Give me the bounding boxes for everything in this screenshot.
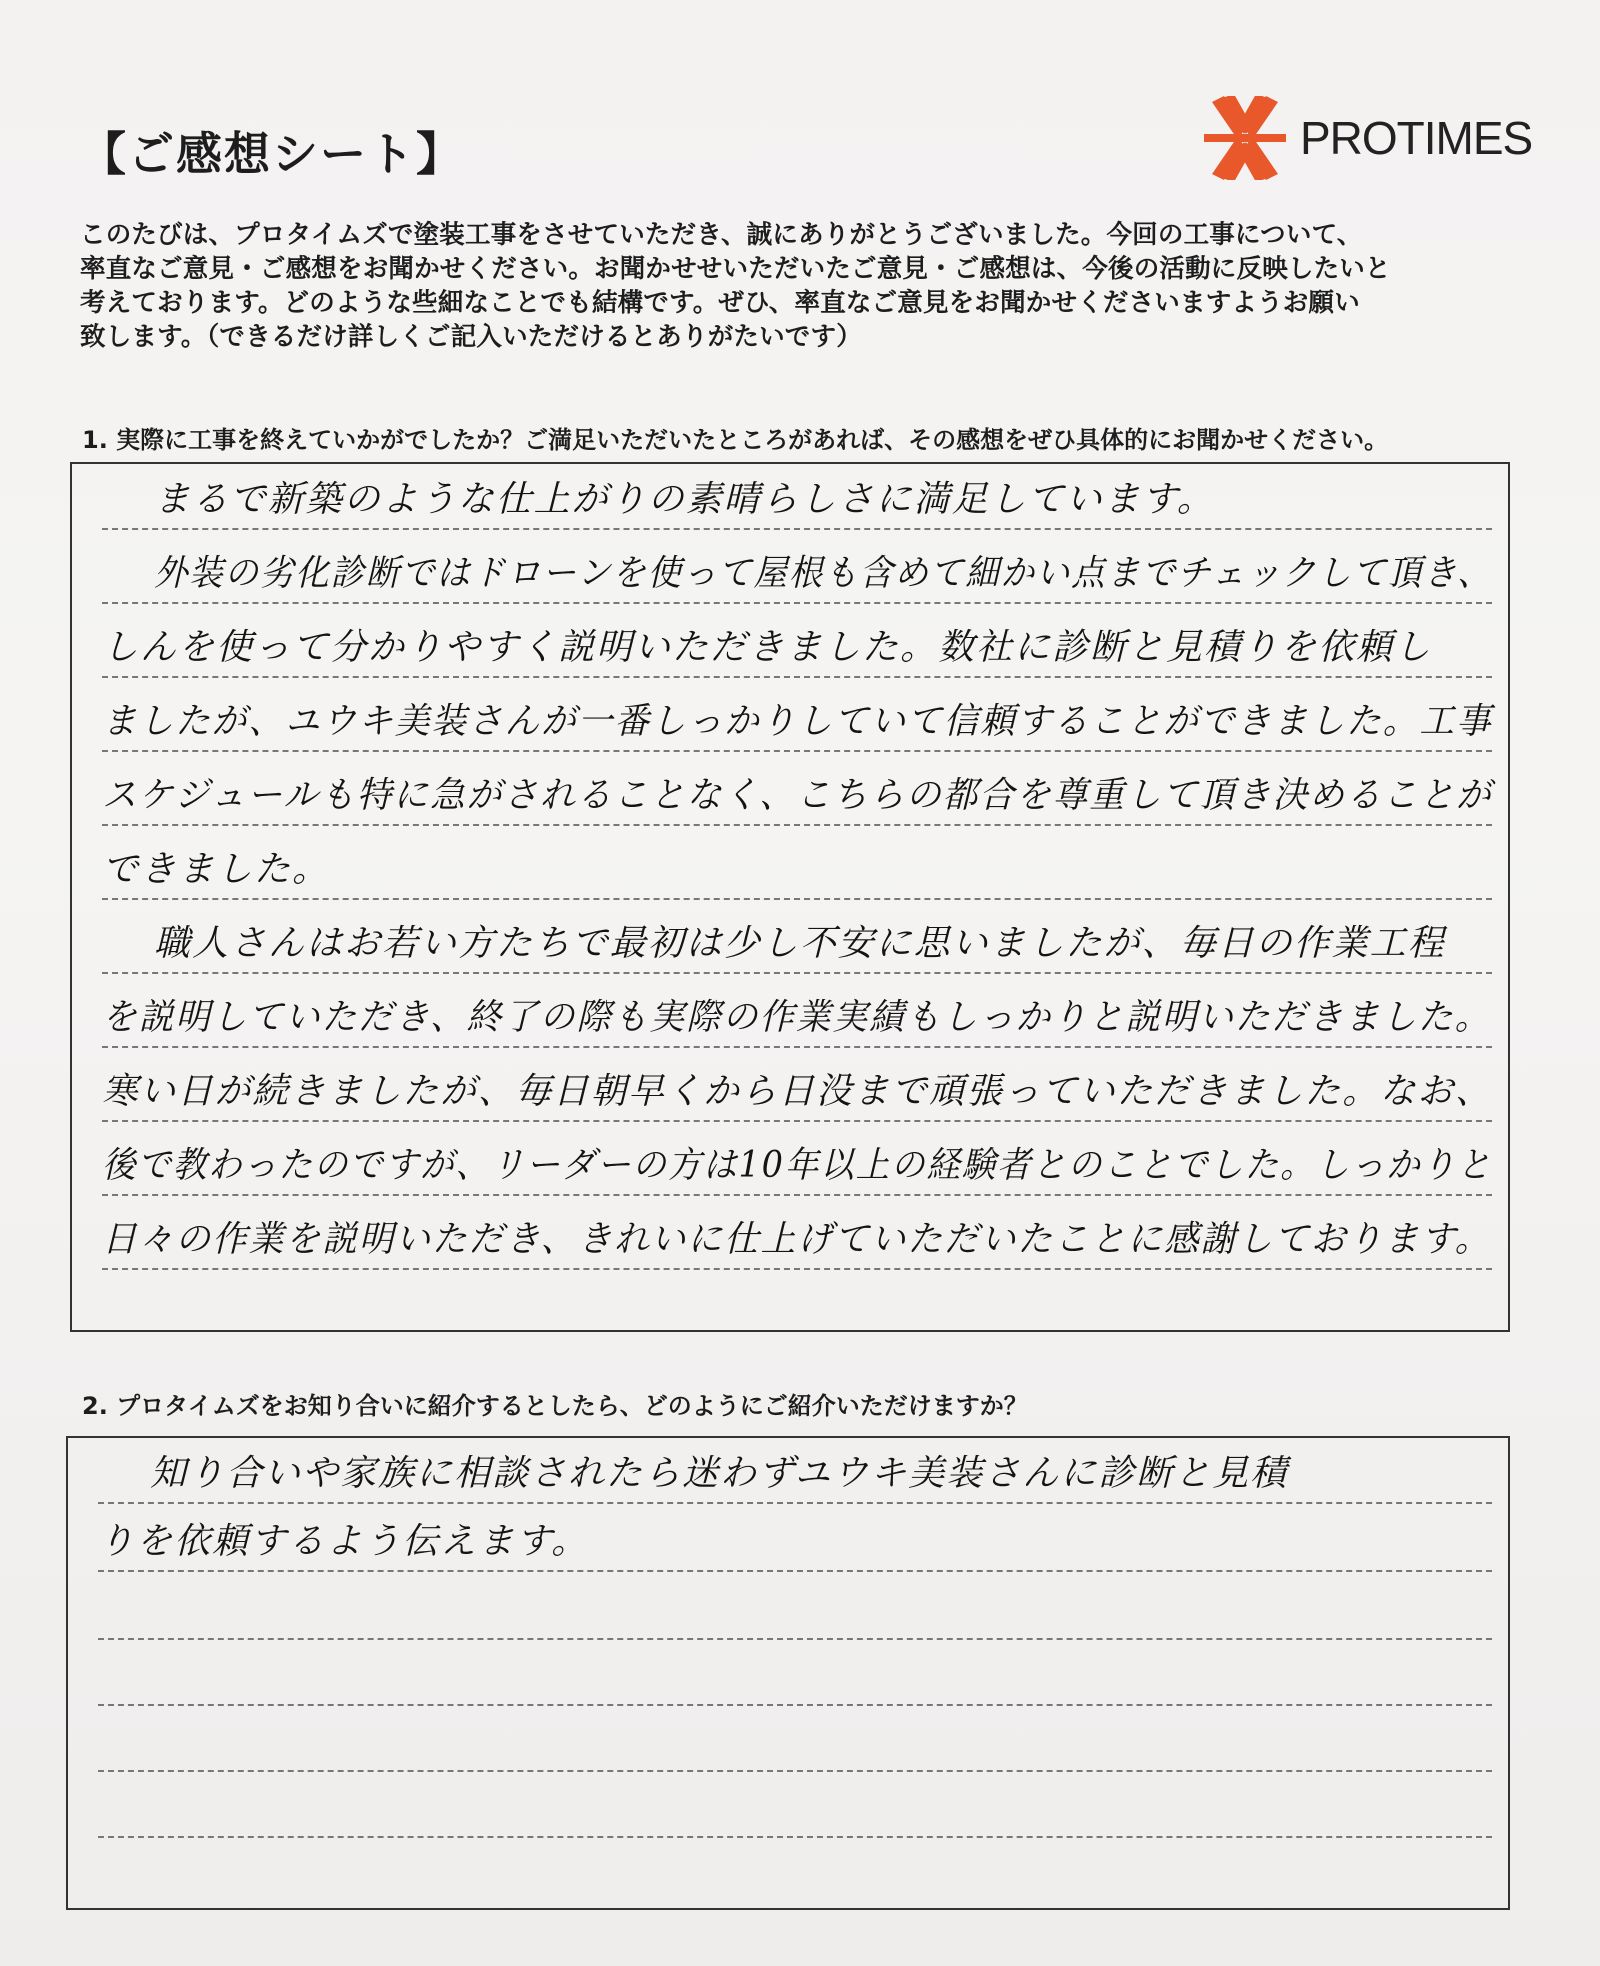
handwritten-text: しんを使って分かりやすく説明いただきました。数社に診断と見積りを依頼し [102, 627, 1433, 668]
answer-line [102, 982, 1492, 1048]
answer-line [98, 1772, 1492, 1838]
handwritten-text: 知り合いや家族に相談されたら迷わずユウキ美装さんに診断と見積 [150, 1453, 1289, 1494]
intro-text: このたびは、プロタイムズで塗装工事をさせていただき、誠にありがとうございました。今回の工事について、 率直なご意見・ご感想をお聞かせください。お聞かせせいただいたご意見・ご感想は、今後の活動に反映したいと 考えております。どのような些細なことでも結構です。ぜひ、率直なご意見をお聞かせくださいますようお願い 致します。（できるだけ詳しくご記入いただけるとありがたいです） [80, 220, 1391, 352]
handwritten-text: 職人さんはお若い方たちで最初は少し不安に思いましたが、毎日の作業工程 [154, 923, 1446, 964]
handwritten-text: スケジュールも特に急がされることなく、こちらの都合を尊重して頂き決めることが [102, 775, 1493, 816]
handwritten-text: ましたが、ユウキ美装さんが一番しっかりしていて信頼することができました。工事 [102, 701, 1493, 742]
handwritten-text: りを依頼するよう伝えます。 [98, 1521, 590, 1562]
protimes-logo-icon [1200, 96, 1290, 180]
page-title: 【ご感想シート】 [80, 127, 464, 181]
handwritten-text: 外装の劣化診断ではドローンを使って屋根も含めて細かい点までチェックして頂き、 [154, 553, 1493, 594]
answer-line [102, 538, 1492, 604]
handwritten-text: 寒い日が続きましたが、毎日朝早くから日没まで頑張っていただきました。なお、 [102, 1071, 1493, 1112]
handwritten-text: を説明していただき、終了の際も実際の作業実績もしっかりと説明いただきました。 [102, 997, 1492, 1038]
answer-line [102, 760, 1492, 826]
answer-box-1 [70, 462, 1510, 1332]
answer-line [102, 464, 1492, 530]
answer-line [98, 1506, 1492, 1572]
brand-logo [1200, 96, 1532, 180]
answer-line [102, 1204, 1492, 1270]
answer-line [98, 1574, 1492, 1640]
answer-line [98, 1706, 1492, 1772]
question-1-label: 1. 実際に工事を終えていかがでしたか？ご満足いただいたところがあれば、その感想をぜひ具体的にお聞かせください。 [82, 426, 1389, 454]
handwritten-text: 後で教わったのですが、リーダーの方は10年以上の経験者とのことでした。しっかりと [102, 1145, 1493, 1186]
answer-line [98, 1438, 1492, 1504]
answer-line [102, 1130, 1492, 1196]
answer-line [102, 834, 1492, 900]
answer-line [102, 1056, 1492, 1122]
answer-line [102, 908, 1492, 974]
answer-line [98, 1640, 1492, 1706]
question-2-label: 2. プロタイムズをお知り合いに紹介するとしたら、どのようにご紹介いただけますか？ [82, 1392, 1028, 1420]
brand-name: PROTIMES [1300, 112, 1533, 164]
answer-line [102, 686, 1492, 752]
answer-line [102, 612, 1492, 678]
handwritten-text: できました。 [102, 849, 331, 890]
answer-box-2 [66, 1436, 1510, 1910]
handwritten-text: まるで新築のような仕上がりの素晴らしさに満足しています。 [154, 479, 1215, 520]
handwritten-text: 日々の作業を説明いただき、きれいに仕上げていただいたことに感謝しております。 [102, 1219, 1492, 1260]
